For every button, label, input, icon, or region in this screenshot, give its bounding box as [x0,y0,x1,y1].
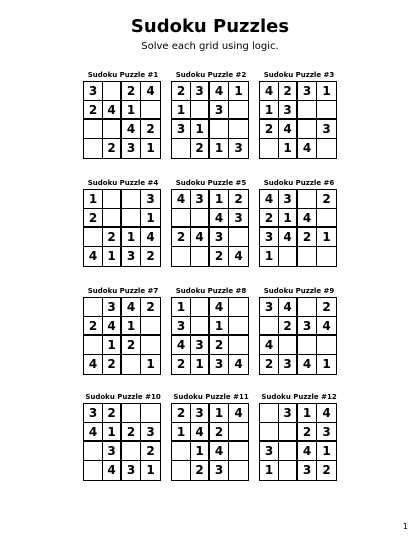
sudoku-grid [83,297,161,375]
grid-cell: 3 [260,442,279,461]
grid-cell: 2 [298,228,317,247]
grid-cell: 1 [260,247,279,266]
grid-cell: 1 [317,442,336,461]
grid-cell [191,317,210,336]
grid-cell: 3 [103,442,122,461]
grid-cell: 1 [317,228,336,247]
grid-cell [317,336,336,355]
grid-cell: 4 [210,442,229,461]
puzzle-label: Sudoku Puzzle #9 [263,287,335,295]
grid-cell: 1 [191,442,210,461]
grid-cell [298,120,317,139]
grid-cell: 4 [122,298,141,317]
grid-cell: 4 [260,82,279,101]
grid-cell: 4 [103,101,122,120]
grid-cell: 4 [298,209,317,228]
grid-cell [103,82,122,101]
grid-cell: 2 [141,442,160,461]
grid-cell: 2 [172,82,191,101]
grid-cell: 4 [279,228,298,247]
grid-cell [122,404,141,423]
page-subtitle: Solve each grid using logic. [141,41,279,52]
grid-cell: 4 [210,209,229,228]
grid-cell: 3 [122,461,141,480]
grid-cell: 1 [172,423,191,442]
grid-cell [172,442,191,461]
grid-cell: 2 [103,139,122,158]
grid-cell: 3 [84,404,103,423]
grid-cell: 4 [210,82,229,101]
grid-cell: 4 [172,336,191,355]
grid-cell [172,139,191,158]
grid-cell: 3 [298,461,317,480]
sudoku-grid [171,189,249,267]
grid-cell: 4 [84,355,103,374]
grid-cell [172,209,191,228]
page-number: 1 [402,522,408,531]
puzzle-label: Sudoku Puzzle #2 [175,71,247,79]
grid-cell: 4 [210,298,229,317]
grid-cell [279,423,298,442]
grid-cell: 1 [84,190,103,209]
grid-cell [279,461,298,480]
grid-cell: 4 [279,298,298,317]
grid-cell [260,404,279,423]
grid-cell: 2 [322,463,331,477]
grid-cell [103,190,122,209]
grid-cell: 2 [122,423,141,442]
grid-cell: 3 [298,82,317,101]
grid-cell: 4 [298,442,317,461]
grid-cell: 1 [122,317,141,336]
grid-cell [229,101,248,120]
grid-cell [141,101,160,120]
grid-cell: 1 [191,120,210,139]
page-title: Sudoku Puzzles [130,16,290,37]
grid-cell [317,247,336,266]
grid-cell [279,336,298,355]
grid-cell: 4 [191,228,210,247]
grid-cell [122,190,141,209]
grid-cell: 2 [84,101,103,120]
grid-cell: 3 [260,298,279,317]
grid-cell: 2 [141,120,160,139]
grid-cell: 2 [260,355,279,374]
grid-cell: 1 [172,101,191,120]
grid-cell [84,120,103,139]
sudoku-grid [171,81,249,159]
grid-cell: 1 [146,463,155,477]
grid-cell [191,247,210,266]
grid-cell: 2 [191,139,210,158]
grid-cell [103,120,122,139]
grid-cell [84,442,103,461]
grid-cell: 3 [317,423,336,442]
grid-cell: 4 [260,336,279,355]
grid-cell: 2 [279,317,298,336]
grid-cell [229,317,248,336]
grid-cell: 1 [210,317,229,336]
grid-cell: 2 [279,82,298,101]
sudoku-grid [83,81,161,159]
grid-cell: 2 [317,190,336,209]
grid-cell [298,190,317,209]
grid-cell [210,120,229,139]
grid-cell [317,209,336,228]
grid-cell: 3 [122,247,141,266]
grid-cell: 1 [260,461,279,480]
sudoku-grid [83,189,161,267]
grid-cell: 3 [279,190,298,209]
grid-cell [229,120,248,139]
grid-cell: 4 [84,247,103,266]
grid-cell: 3 [122,139,141,158]
grid-cell: 3 [260,228,279,247]
puzzle-label: Sudoku Puzzle #1 [87,71,159,79]
grid-cell [260,317,279,336]
grid-cell: 4 [260,190,279,209]
grid-cell: 1 [298,404,317,423]
grid-cell [229,298,248,317]
puzzle-label: Sudoku Puzzle #7 [87,287,159,295]
grid-cell [84,139,103,158]
grid-cell [84,336,103,355]
grid-cell [141,336,160,355]
grid-cell: 1 [210,190,229,209]
grid-cell: 4 [317,404,336,423]
grid-cell [84,461,103,480]
grid-cell [229,336,248,355]
grid-cell [122,209,141,228]
grid-cell: 1 [317,82,336,101]
grid-cell: 2 [172,404,191,423]
grid-cell [298,101,317,120]
grid-cell [260,139,279,158]
grid-cell: 2 [260,209,279,228]
grid-cell: 3 [210,355,229,374]
grid-cell: 3 [279,101,298,120]
grid-cell [191,209,210,228]
grid-cell: 3 [141,423,160,442]
grid-cell: 2 [260,120,279,139]
grid-cell [122,442,141,461]
grid-cell: 4 [122,120,141,139]
grid-cell: 1 [146,357,155,371]
grid-cell: 4 [229,404,248,423]
grid-cell: 4 [234,249,243,263]
puzzle-label: Sudoku Puzzle #4 [87,179,159,187]
grid-cell [279,247,298,266]
puzzle-label: Sudoku Puzzle #12 [261,393,337,401]
grid-cell: 1 [260,101,279,120]
grid-cell: 3 [172,317,191,336]
grid-cell: 2 [103,228,122,247]
grid-cell: 4 [279,120,298,139]
grid-cell [84,228,103,247]
grid-cell: 4 [191,423,210,442]
grid-cell: 3 [279,355,298,374]
grid-cell [298,298,317,317]
grid-cell: 2 [141,298,160,317]
puzzle-label: Sudoku Puzzle #11 [173,393,249,401]
grid-cell: 3 [279,404,298,423]
grid-cell: 1 [172,298,191,317]
sudoku-grid [171,403,249,481]
grid-cell: 2 [122,82,141,101]
grid-cell: 4 [103,461,122,480]
grid-cell: 3 [234,141,243,155]
grid-cell: 2 [172,355,191,374]
grid-cell: 1 [122,101,141,120]
sudoku-grid [259,189,337,267]
grid-cell: 2 [210,423,229,442]
grid-cell: 1 [103,247,122,266]
grid-cell: 3 [298,317,317,336]
grid-cell: 2 [146,249,155,263]
grid-cell [317,139,336,158]
puzzle-label: Sudoku Puzzle #5 [175,179,247,187]
grid-cell [229,228,248,247]
grid-cell [172,461,191,480]
grid-cell: 1 [141,209,160,228]
grid-cell [317,101,336,120]
sudoku-grid [171,297,249,375]
grid-cell: 3 [317,120,336,139]
grid-cell: 3 [141,190,160,209]
grid-cell: 4 [172,190,191,209]
grid-cell: 2 [317,298,336,317]
grid-cell: 2 [84,209,103,228]
grid-cell: 1 [279,209,298,228]
grid-cell [141,404,160,423]
grid-cell: 3 [210,228,229,247]
grid-cell: 3 [191,190,210,209]
grid-cell: 2 [210,247,229,266]
grid-cell [260,423,279,442]
grid-cell: 2 [103,404,122,423]
grid-cell: 4 [298,139,317,158]
grid-cell: 4 [141,82,160,101]
grid-cell: 3 [172,120,191,139]
grid-cell [229,423,248,442]
grid-cell: 1 [122,228,141,247]
grid-cell [84,298,103,317]
sudoku-grid [259,81,337,159]
grid-cell: 4 [84,423,103,442]
grid-cell: 4 [298,355,317,374]
puzzle-label: Sudoku Puzzle #8 [175,287,247,295]
grid-cell [141,317,160,336]
grid-cell: 4 [317,317,336,336]
grid-cell: 4 [141,228,160,247]
grid-cell: 1 [229,82,248,101]
grid-cell: 3 [103,298,122,317]
grid-cell: 2 [172,228,191,247]
grid-cell [298,247,317,266]
sudoku-grid [259,403,337,481]
grid-cell [191,298,210,317]
grid-cell [279,442,298,461]
grid-cell: 2 [103,355,122,374]
puzzle-label: Sudoku Puzzle #10 [85,393,161,401]
grid-cell: 1 [146,141,155,155]
grid-cell: 1 [103,336,122,355]
puzzle-label: Sudoku Puzzle #6 [263,179,335,187]
grid-cell: 3 [210,101,229,120]
sudoku-grid [83,403,161,481]
grid-cell: 4 [234,357,243,371]
sudoku-grid [259,297,337,375]
grid-cell [229,442,248,461]
grid-cell: 2 [229,190,248,209]
grid-cell [229,461,248,480]
grid-cell: 3 [191,404,210,423]
grid-cell: 2 [122,336,141,355]
grid-cell [191,101,210,120]
grid-cell [298,336,317,355]
puzzle-label: Sudoku Puzzle #3 [263,71,335,79]
grid-cell: 2 [210,336,229,355]
grid-cell: 2 [298,423,317,442]
grid-cell: 1 [322,357,331,371]
grid-cell: 1 [103,423,122,442]
grid-cell [103,209,122,228]
grid-cell [122,355,141,374]
grid-cell: 3 [210,461,229,480]
grid-cell: 3 [229,209,248,228]
grid-cell: 2 [84,317,103,336]
grid-cell: 1 [210,139,229,158]
grid-cell: 1 [279,139,298,158]
grid-cell: 3 [191,336,210,355]
grid-cell: 3 [191,82,210,101]
grid-cell: 1 [191,355,210,374]
grid-cell: 3 [84,82,103,101]
grid-cell [172,247,191,266]
grid-cell: 1 [210,404,229,423]
grid-cell: 2 [191,461,210,480]
grid-cell: 4 [103,317,122,336]
